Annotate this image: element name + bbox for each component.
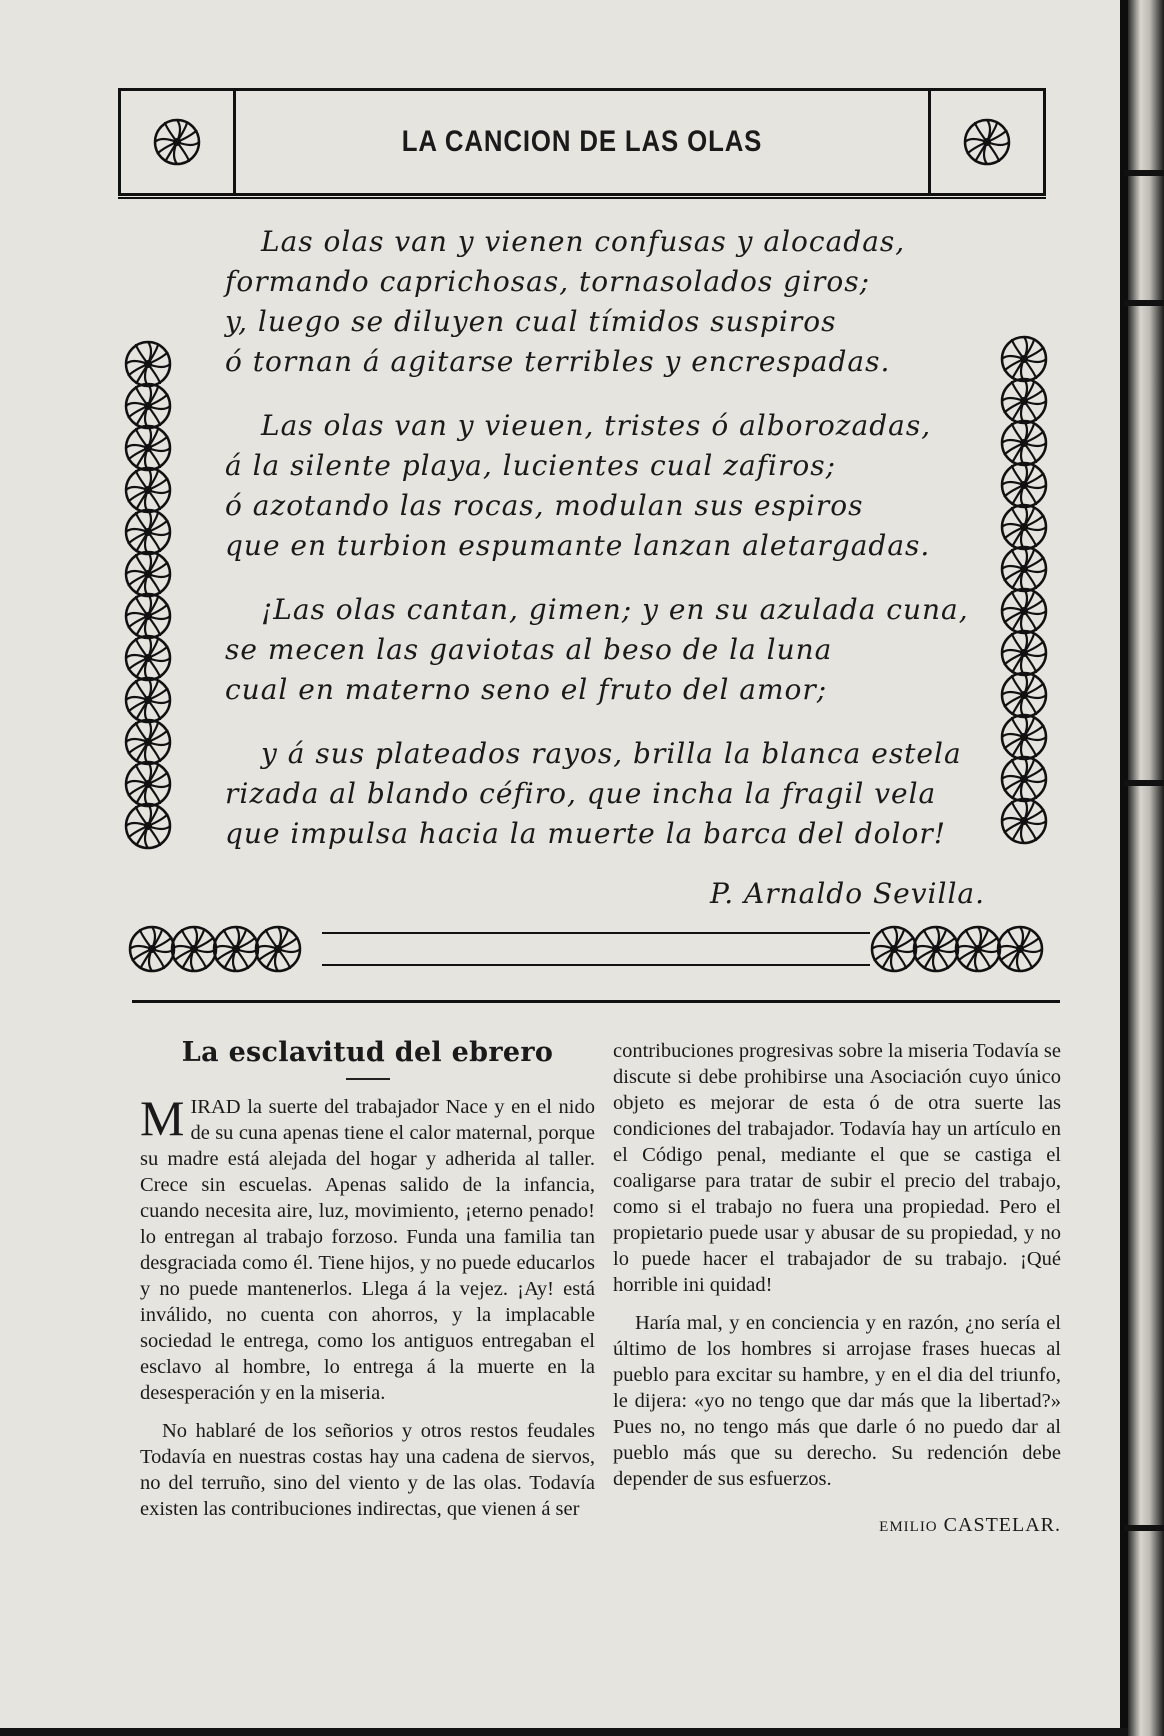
poem-stanza (225, 406, 985, 566)
binding-stitch (1124, 780, 1164, 786)
rosette-icon (1000, 587, 1048, 635)
rosette-icon (1000, 671, 1048, 719)
rosette-icon (1000, 377, 1048, 425)
rosette-icon (124, 802, 172, 850)
rosette-icon (124, 676, 172, 724)
rosette-icon (124, 508, 172, 556)
poem-line: ¡Las olas cantan, gimen; y en su azulada cuna, (261, 593, 969, 626)
ornament-border-left (124, 340, 178, 844)
poem-line: Las olas van y vienen confusas y alocadas, (261, 225, 906, 258)
rosette-icon (128, 925, 176, 973)
poem-stanza (225, 590, 985, 710)
rosette-icon (212, 925, 260, 973)
article-paragraph: No hablaré de los señorios y otros restos feudales Todavía en nuestras costas hay una cadena de siervos, no del terruño, sino del viento y de las olas. Todavía existen las contribuciones indirectas, que vienen á ser (140, 1420, 595, 1520)
title-ornament-left (121, 91, 236, 193)
rosette-icon (124, 634, 172, 682)
rosette-icon (1000, 545, 1048, 593)
rosette-icon (1000, 461, 1048, 509)
drop-cap: M (140, 1090, 185, 1146)
rosette-icon (170, 925, 218, 973)
rosette-icon (996, 925, 1044, 973)
poem-line: se mecen las gaviotas al beso de la luna (225, 633, 833, 666)
poem-line: ó tornan á agitarse terribles y encrespadas. (225, 345, 891, 378)
article-column-right (613, 1038, 1061, 1540)
poem-line: y á sus plateados rayos, brilla la blanca estela (261, 737, 962, 770)
title-underline (346, 1078, 390, 1080)
rosette-icon (124, 466, 172, 514)
poem-stanza (225, 734, 985, 854)
poem-line: rizada al blando céfiro, que incha la fragil vela (225, 777, 937, 810)
poem-line: que en turbion espumante lanzan aletargadas. (225, 529, 931, 562)
author-first-name: EMILIO (879, 1519, 938, 1535)
article-column-left (140, 1037, 595, 1534)
binding-stitch (1124, 170, 1164, 176)
article-author (613, 1512, 1061, 1540)
rosette-icon (1000, 335, 1048, 383)
rosette-icon (1000, 503, 1048, 551)
ornament-rule-top (322, 932, 870, 934)
article-paragraph: MIRAD la suerte del trabajador Nace y en el nido de su cuna apenas tiene el calor maternal, porque su madre está alejada del hogar y adherida al taller. Crece sin escuelas. Apenas salido de la infancia, cuando necesita aire, luz, movimiento, ¡eterno penado! lo entregan al trabajo forzoso. Funda una familia tan desgraciada como él. Tiene hijos, y no puede educarlos y no puede mantenerlos. Llega á la vejez. ¡Ay! está inválido, no cuenta con ahorros, y la implacable sociedad le entrega, como los antiguos entregaban el esclavo al hombre, lo entrega á la muerte en la desesperación y en la miseria. (140, 1090, 595, 1404)
rosette-icon (963, 118, 1011, 166)
poem-line: formando caprichosas, tornasolados giros; (225, 265, 871, 298)
rosette-icon (124, 340, 172, 388)
poem (225, 222, 985, 914)
poem-stanza (225, 222, 985, 382)
poem-line: cual en materno seno el fruto del amor; (225, 673, 828, 706)
rosette-icon (254, 925, 302, 973)
rosette-icon (124, 592, 172, 640)
rosette-icon (1000, 629, 1048, 677)
poem-line: ó azotando las rocas, modulan sus espiros (225, 489, 864, 522)
poem-line: á la silente playa, lucientes cual zafiros; (225, 449, 837, 482)
rosette-icon (124, 550, 172, 598)
book-binding (1128, 0, 1164, 1736)
ornament-rule-bottom (322, 964, 870, 966)
title-ornament-right (928, 91, 1043, 193)
ornament-border-right (1000, 335, 1054, 839)
binding-stitch (1124, 1525, 1164, 1531)
rosette-icon (124, 760, 172, 808)
rosette-icon (124, 718, 172, 766)
poem-line: y, luego se diluyen cual tímidos suspiros (225, 305, 837, 338)
section-divider (132, 1000, 1060, 1003)
rosette-icon (124, 382, 172, 430)
binding-stitch (1124, 300, 1164, 306)
poem-signature: P. Arnaldo Sevilla. (710, 877, 985, 910)
rosette-icon (1000, 797, 1048, 845)
rosette-icon (1000, 713, 1048, 761)
rosette-icon (1000, 755, 1048, 803)
article-title: La esclavitud del ebrero (181, 1037, 554, 1068)
title-box (118, 88, 1046, 196)
rosette-icon (124, 424, 172, 472)
author-last-name: CASTELAR. (943, 1514, 1061, 1536)
rosette-icon (954, 925, 1002, 973)
poem-line: que impulsa hacia la muerte la barca del dolor! (225, 817, 946, 850)
article-paragraph: Haría mal, y en conciencia y en razón, ¿no sería el último de los hombres si arrojase frases huecas al pueblo para excitar su hambre, y en el dia del triunfo, le dijera: «yo no tengo que dar más que la libertad?» Pues no, no tengo más que darle ó no puedo dar al pueblo más que su derecho. Su redención debe depender de sus esfuerzos. (613, 1312, 1061, 1490)
ornament-border-bottom-right (870, 925, 1038, 973)
article-paragraph: contribuciones progresivas sobre la miseria Todavía se discute si debe prohibirse una Asociación cuyo único objeto es mejorar de esta ó de otra suerte las condiciones del trabajador. Todavía hay un artículo en el Código penal, mediante el que se castiga el coaligarse para tratar de subir el precio del trabajo, como si el trabajo no fuera una propiedad. Pero el propietario puede usar y abusar de su propiedad, y no lo puede hacer el trabajador de su trabajo. ¡Qué horrible ini quidad! (613, 1040, 1061, 1296)
rosette-icon (1000, 419, 1048, 467)
ornament-border-bottom-left (128, 925, 296, 973)
page-title: LA CANCION DE LAS OLAS (401, 125, 763, 158)
rosette-icon (870, 925, 918, 973)
rosette-icon (912, 925, 960, 973)
poem-line: Las olas van y vieuen, tristes ó alborozadas, (261, 409, 932, 442)
rosette-icon (153, 118, 201, 166)
